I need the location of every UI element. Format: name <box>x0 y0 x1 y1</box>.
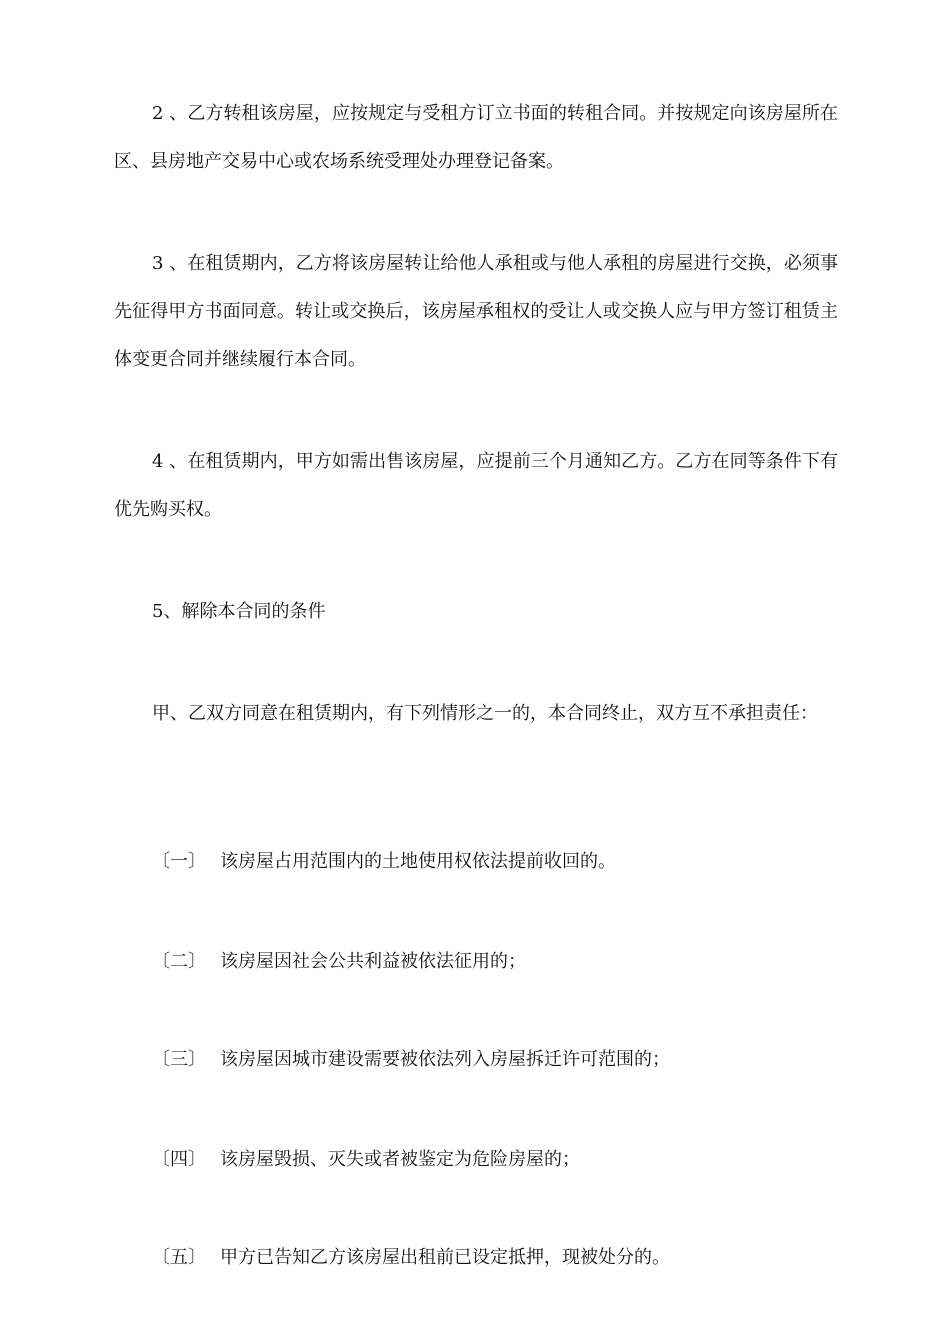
item-text: 该房屋毁损、灭失或者被鉴定为危险房屋的； <box>220 1149 580 1170</box>
clause-4-paragraph: 4 、在租赁期内，甲方如需出售该房屋，应提前三个月通知乙方。乙方在同等条件下有优先购买权。 <box>114 451 838 520</box>
termination-item-1 <box>152 838 616 886</box>
clause-3-paragraph: 3 、在租赁期内，乙方将该房屋转让给他人承租或与他人承租的房屋进行交换，必须事先征得甲方书面同意。转让或交换后，该房屋承租权的受让人或交换人应与甲方签订租赁主体变更合同并继续履行本合同。 <box>114 253 838 370</box>
item-text: 该房屋占用范围内的土地使用权依法提前收回的。 <box>220 851 616 872</box>
termination-item-5 <box>152 1234 670 1282</box>
clause-2-paragraph: 2 、乙方转租该房屋，应按规定与受租方订立书面的转租合同。并按规定向该房屋所在区、县房地产交易中心或农场系统受理处办理登记备案。 <box>114 103 838 172</box>
item-text: 该房屋因社会公共利益被依法征用的； <box>220 951 526 972</box>
item-text: 该房屋因城市建设需要被依法列入房屋拆迁许可范围的； <box>220 1049 670 1070</box>
item-number: 〔四〕 <box>152 1149 206 1170</box>
termination-item-3 <box>152 1036 670 1084</box>
item-text: 甲方已告知乙方该房屋出租前已设定抵押，现被处分的。 <box>220 1247 670 1268</box>
item-number: 〔三〕 <box>152 1049 206 1070</box>
clause-5-heading: 5、解除本合同的条件 <box>152 601 326 622</box>
termination-item-4 <box>152 1136 580 1184</box>
termination-intro-paragraph: 甲、乙双方同意在租赁期内，有下列情形之一的，本合同终止，双方互不承担责任： <box>152 703 818 724</box>
item-number: 〔五〕 <box>152 1247 206 1268</box>
item-number: 〔一〕 <box>152 851 206 872</box>
termination-item-2 <box>152 938 526 986</box>
item-number: 〔二〕 <box>152 951 206 972</box>
